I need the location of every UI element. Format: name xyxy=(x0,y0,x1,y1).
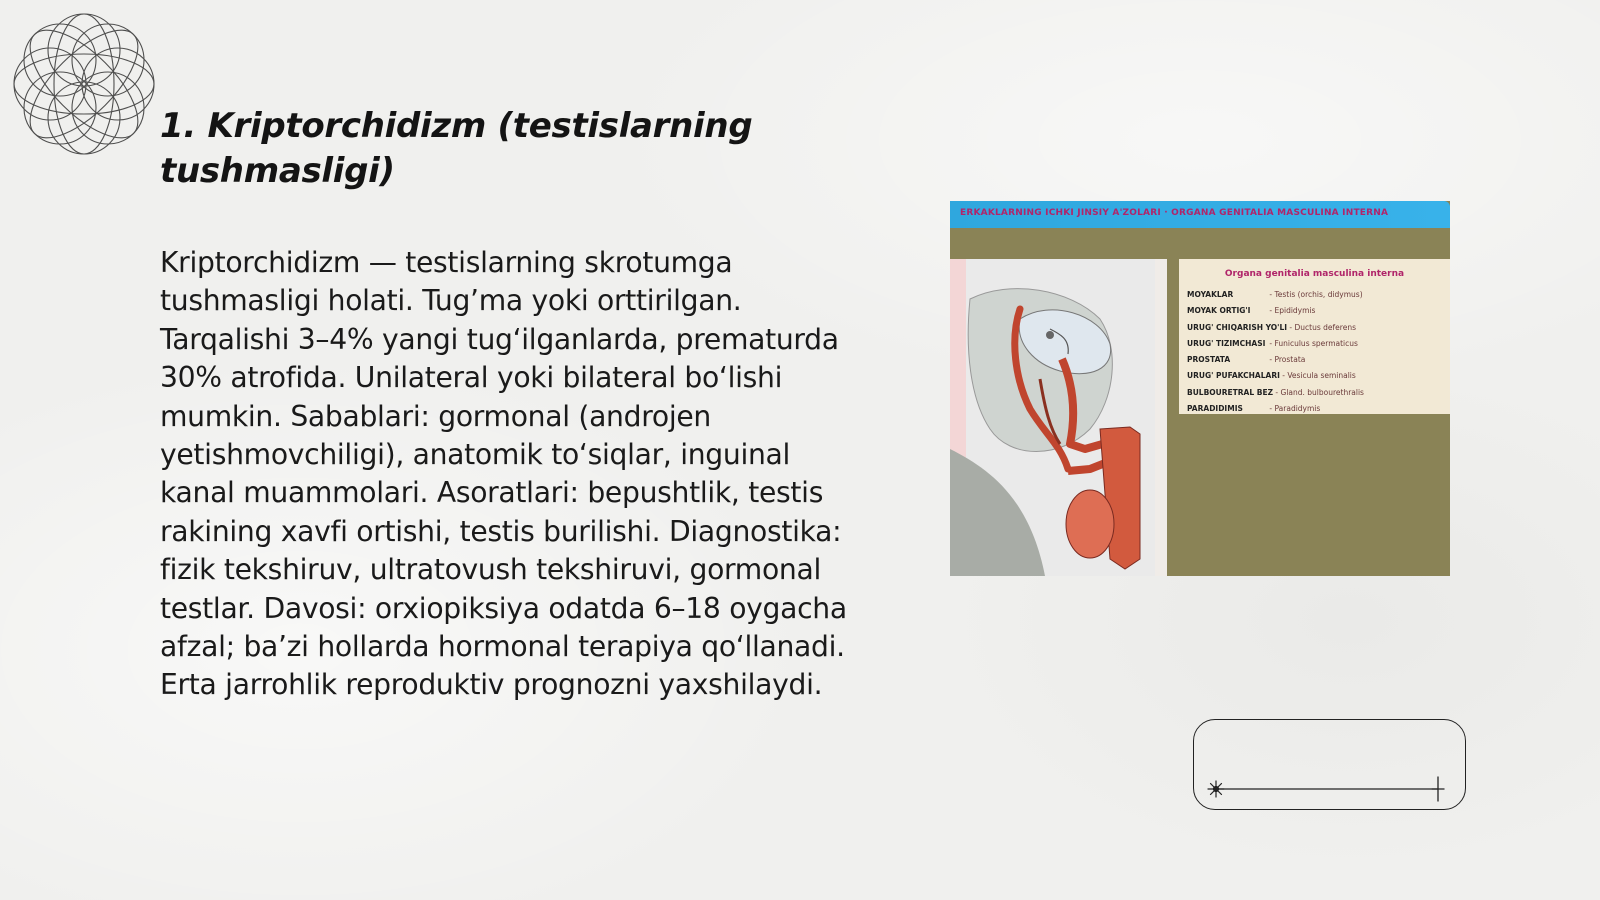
legend-latin: - Testis (orchis, didymus) xyxy=(1269,290,1363,299)
legend-title: Organa genitalia masculina interna xyxy=(1224,269,1405,279)
anatomy-illustration xyxy=(950,259,1167,576)
slide-title: 1. Kriptorchidizm (testislarning tushmasligi) xyxy=(160,106,753,191)
legend-latin: - Vesicula seminalis xyxy=(1282,371,1356,381)
legend-latin: - Gland. bulbourethralis xyxy=(1275,387,1364,397)
legend-item xyxy=(1187,287,1364,303)
legend-term: PARADIDIMIS xyxy=(1187,404,1243,414)
legend-latin: - Paradidymis xyxy=(1269,404,1321,414)
legend-item xyxy=(1187,336,1364,352)
legend-term: PROSTATA xyxy=(1187,355,1231,365)
legend-list xyxy=(1187,287,1364,417)
legend-latin: - Ductus deferens xyxy=(1289,322,1356,332)
anatomy-figure xyxy=(950,201,1450,576)
interlaced-circles-icon xyxy=(10,10,158,158)
sparkle-icon xyxy=(1208,781,1224,797)
legend-item xyxy=(1187,385,1364,401)
legend-latin: - Prostata xyxy=(1269,355,1306,365)
figure-header-bar xyxy=(950,201,1450,228)
legend-item xyxy=(1187,352,1364,368)
star-cross-icon xyxy=(1432,777,1444,801)
legend-term: URUG' PUFAKCHALARI xyxy=(1187,371,1280,381)
legend-item xyxy=(1187,303,1364,319)
legend-item xyxy=(1187,401,1364,417)
slide-body-text: Kriptorchidizm — testislarning skrotumga tushmasligi holati. Tug’ma yoki orttirilgan. Tarqalishi 3–4% yangi tug‘ilganlarda, prematurda 30% atrofida. Unilateral yoki bilateral bo‘lishi mumkin. Sabablari: gormonal (androjen yetishmovchiligi), anatomik to‘siqlar, inguinal kanal muammolari. Asoratlari: bepushtlik, testis rakining xavfi ortishi, testis burilishi. Diagnostika: fizik tekshiruv, ultratovush tekshiruvi, gormonal testlar. Davosi: orxiopiksiya odatda 6–18 oygacha afzal; ba’zi hollarda hormonal terapiya qo‘llanadi. Erta jarrohlik reproduktiv prognozni yaxshilaydi. xyxy=(160,246,847,702)
figure-header-text: ERKAKLARNING ICHKI JINSIY A'ZOLARI · ORGANA GENITALIA MASCULINA INTERNA xyxy=(960,208,1389,218)
legend-term: URUG' CHIQARISH YO'LI xyxy=(1187,322,1288,332)
legend-term: MOYAK ORTIG'I xyxy=(1187,306,1251,316)
legend-latin: - Funiculus spermaticus xyxy=(1269,338,1358,348)
legend-latin: - Epididymis xyxy=(1269,306,1316,316)
legend-item xyxy=(1187,368,1364,384)
divider-line xyxy=(1194,720,1467,811)
legend-term: MOYAKLAR xyxy=(1187,290,1234,299)
legend-item xyxy=(1187,320,1364,336)
legend-term: BULBOURETRAL BEZ xyxy=(1187,387,1274,397)
decorative-divider-card xyxy=(1193,719,1466,810)
anatomy-legend xyxy=(1179,259,1450,414)
legend-term: URUG' TIZIMCHASI xyxy=(1187,338,1266,348)
